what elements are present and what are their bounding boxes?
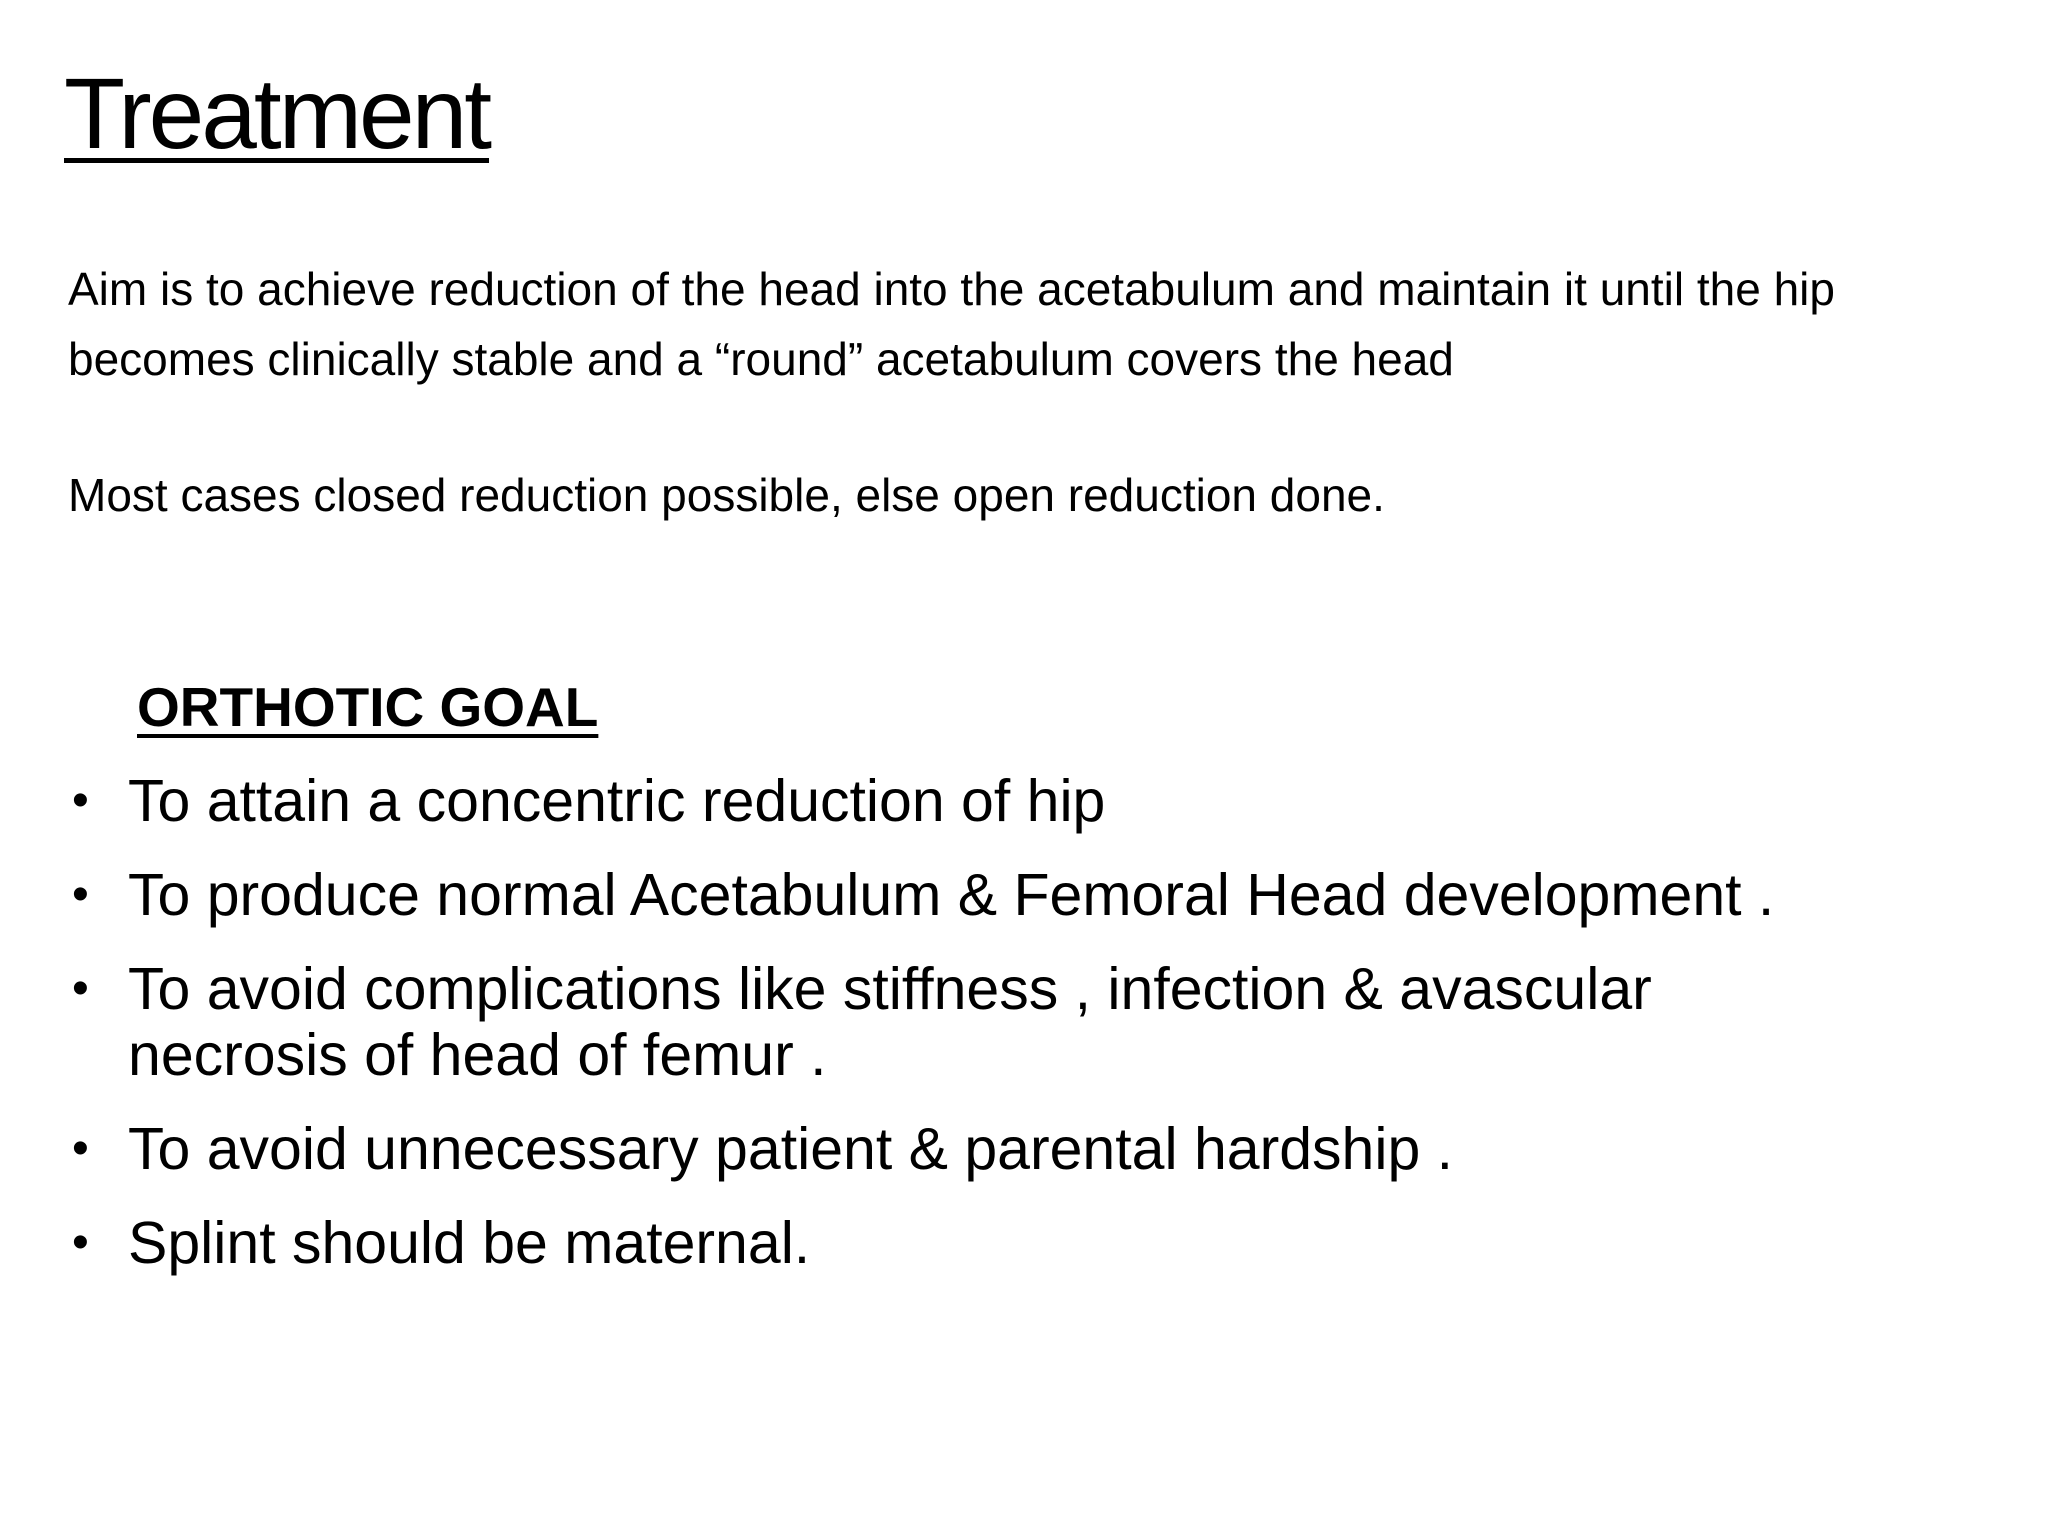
list-item [72, 862, 1972, 928]
bullet-icon: • [72, 868, 89, 921]
treatment-aim-paragraph: Aim is to achieve reduction of the head into the acetabulum and maintain it until the hip becomes clinically stable and a “round” acetabulum covers the head [68, 263, 1835, 385]
orthotic-goal-heading: ORTHOTIC GOAL [137, 676, 599, 738]
list-item [72, 1116, 1972, 1182]
bullet-icon: • [72, 1216, 89, 1269]
list-item [72, 768, 1972, 834]
bullet-icon: • [72, 962, 89, 1015]
goal-text: To produce normal Acetabulum & Femoral Head development . [128, 862, 1775, 928]
goal-text: To avoid unnecessary patient & parental hardship . [128, 1116, 1454, 1182]
list-item [72, 1210, 1972, 1276]
bullet-icon: • [72, 1122, 89, 1175]
slide-title: Treatment [64, 58, 490, 170]
bullet-icon: • [72, 774, 89, 827]
goal-text: To avoid complications like stiffness , infection & avascular necrosis of head of femur . [128, 956, 1652, 1088]
goal-text: Splint should be maternal. [128, 1210, 811, 1276]
orthotic-goals-list [72, 768, 1972, 1304]
goal-text: To attain a concentric reduction of hip [128, 768, 1106, 834]
list-item [72, 956, 1972, 1088]
reduction-note: Most cases closed reduction possible, else open reduction done. [68, 469, 1385, 521]
